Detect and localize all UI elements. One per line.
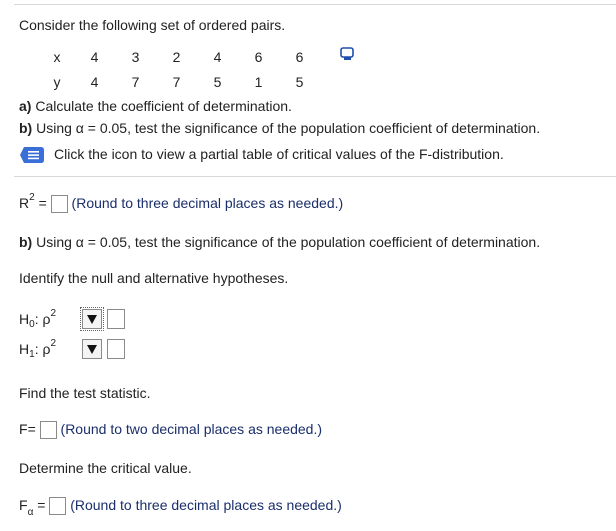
section-divider [14,176,616,177]
x-value: 2 [172,48,181,65]
y-value: 4 [90,73,99,90]
x-row [40,44,320,69]
h0-value-field[interactable] [107,309,125,329]
critical-value-prompt: Determine the critical value. [19,460,192,476]
part-a-text: Calculate the coefficient of determination. [35,98,292,114]
y-value: 1 [254,73,263,90]
part-b-label: b) [19,120,33,136]
f-line [19,421,322,439]
test-stat-prompt: Find the test statistic. [19,385,151,401]
y-value: 5 [213,73,222,90]
f-alpha-hint: (Round to three decimal places as needed.) [70,497,342,513]
h0-label: $H_0$: $\rho^2$ [19,308,56,330]
f-alpha-line [19,497,342,519]
question-intro: Consider the following set of ordered pairs. [19,17,286,33]
f-label: F [19,421,28,437]
h1-label: $H_1$: $\rho^2$ [19,338,56,360]
h0-operator-select[interactable] [82,309,102,329]
table-link-text[interactable]: Click the icon to view a partial table of critical values of the F-distribution. [54,146,504,162]
top-divider [14,4,616,5]
r2-equals: = [38,195,47,211]
y-row [40,69,320,94]
hypotheses-prompt: Identify the null and alternative hypotheses. [19,270,289,286]
part-a-label: a) [19,98,32,114]
f-equals: = [27,421,36,437]
x-value: 6 [295,48,304,65]
y-value: 7 [172,73,181,90]
x-value: 6 [254,48,263,65]
r2-hint: (Round to three decimal places as needed.) [71,195,344,211]
r2-label: $R^2$ [19,192,35,211]
x-value: 3 [131,48,140,65]
answer-part-b-line [19,234,540,250]
h1-operator-select[interactable] [82,339,102,359]
table-icon[interactable] [19,146,45,164]
part-a-line [19,98,292,114]
y-value: 5 [295,73,304,90]
ordered-pairs-table [40,44,320,94]
x-label: x [53,48,61,65]
y-label: y [53,73,61,90]
x-value: 4 [213,48,222,65]
f-alpha-answer-field[interactable] [49,497,66,515]
f-answer-field[interactable] [40,421,57,439]
copy-data-icon[interactable] [340,47,356,61]
answer-part-b-text: Using α = 0.05, test the significance of the population coefficient of determination. [36,234,541,250]
part-b-line [19,120,540,136]
x-value: 4 [90,48,99,65]
f-alpha-equals: = [37,497,46,513]
h1-value-field[interactable] [107,339,125,359]
r2-answer-field[interactable] [51,195,68,213]
part-b-text: Using α = 0.05, test the significance of the population coefficient of determination. [36,120,541,136]
f-alpha-label: $F_\alpha$ [19,497,34,519]
answer-part-b-label: b) [19,234,33,250]
f-hint: (Round to two decimal places as needed.) [60,421,323,437]
r2-line [19,192,344,213]
y-value: 7 [131,73,140,90]
